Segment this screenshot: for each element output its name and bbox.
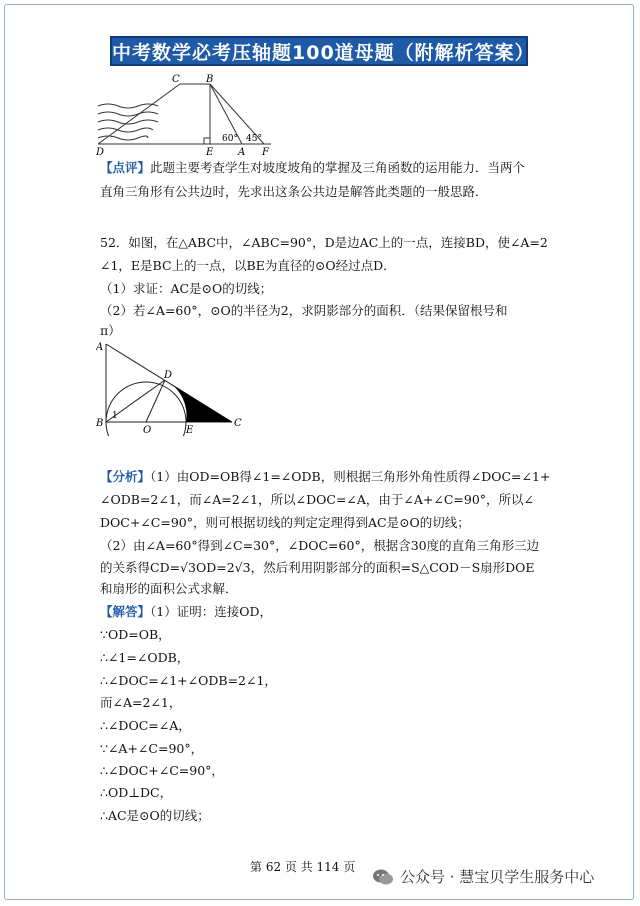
answer-step: ∴AC是⊙O的切线； (100, 808, 210, 823)
problem-line-2: ∠1，E是BC上的一点，以BE为直径的⊙O经过点D． (100, 258, 396, 273)
label-o: O (143, 425, 152, 436)
label-d2: D (164, 370, 173, 381)
page-number: 第 62 页 共 114 页 (250, 860, 356, 874)
review-line-1: 【点评】此题主要考查学生对坡度坡角的掌握及三角函数的运用能力．当两个 (100, 160, 526, 175)
label-b2: B (96, 418, 104, 429)
label-b: B (206, 74, 214, 85)
label-f: F (262, 147, 269, 158)
answer-step: ∴OD⊥DC， (100, 785, 173, 800)
review-tag: 【点评】 (100, 160, 151, 175)
dam-figure (96, 74, 286, 158)
label-d: D (96, 147, 105, 158)
label-a: A (238, 147, 246, 158)
angle-45: 45° (246, 134, 262, 144)
label-e: E (206, 147, 214, 158)
circle-figure (96, 340, 246, 436)
problem-line-4: （2）若∠A=60°，⊙O的半径为2，求阴影部分的面积．（结果保留根号和 (100, 303, 508, 318)
answer-step: ∵∠A+∠C=90°， (100, 741, 204, 756)
analysis-line-3: DOC+∠C=90°，则可根据切线的判定定理得到AC是⊙O的切线； (100, 515, 470, 530)
answer-step: ∴∠1=∠ODB， (100, 650, 190, 665)
angle-60: 60° (222, 134, 238, 144)
answer-step: ∴∠DOC+∠C=90°， (100, 763, 224, 778)
answer-step: ∵OD=OB， (100, 627, 171, 642)
problem-line-3: （1）求证：AC是⊙O的切线； (100, 281, 273, 296)
answer-step: 而∠A=2∠1， (100, 695, 182, 710)
wechat-icon (372, 868, 394, 886)
label-c2: C (234, 418, 242, 429)
answer-step: ∴∠DOC=∠A， (100, 718, 191, 733)
analysis-line-2: ∠ODB=2∠1，而∠A=2∠1，所以∠DOC=∠A，由于∠A+∠C=90°，所以∠ (100, 492, 535, 507)
analysis-tag: 【分析】 (100, 469, 151, 484)
label-c: C (172, 74, 180, 85)
answer-step: ∴∠DOC=∠1+∠ODB=2∠1， (100, 673, 277, 688)
answer-tag: 【解答】 (100, 604, 151, 619)
label-e2: E (186, 425, 194, 436)
label-a2: A (96, 342, 104, 353)
analysis-line-5: 的关系得CD=√3OD=2√3，然后利用阴影部分的面积=S△COD－S扇形DOE (100, 560, 535, 575)
review-line-2: 直角三角形有公共边时，先求出这条公共边是解答此类题的一般思路． (100, 184, 488, 199)
answer-line-1: 【解答】（1）证明：连接OD， (100, 604, 272, 619)
label-1: 1 (112, 411, 118, 421)
problem-line-1: 52．如图，在△ABC中，∠ABC=90°，D是边AC上的一点，连接BD，使∠A=2 (100, 235, 548, 250)
analysis-line-1: 【分析】（1）由OD=OB得∠1=∠ODB，则根据三角形外角性质得∠DOC=∠1+ (100, 469, 551, 484)
watermark-text: 公众号 · 慧宝贝学生服务中心 (400, 868, 595, 886)
analysis-line-4: （2）由∠A=60°得到∠C=30°，∠DOC=60°，根据含30度的直角三角形三边 (100, 538, 540, 553)
watermark (372, 866, 594, 887)
analysis-line-6: 和扇形的面积公式求解． (100, 581, 238, 596)
problem-line-5: π） (100, 323, 121, 338)
page-title: 中考数学必考压轴题100道母题（附解析答案） (110, 36, 528, 66)
